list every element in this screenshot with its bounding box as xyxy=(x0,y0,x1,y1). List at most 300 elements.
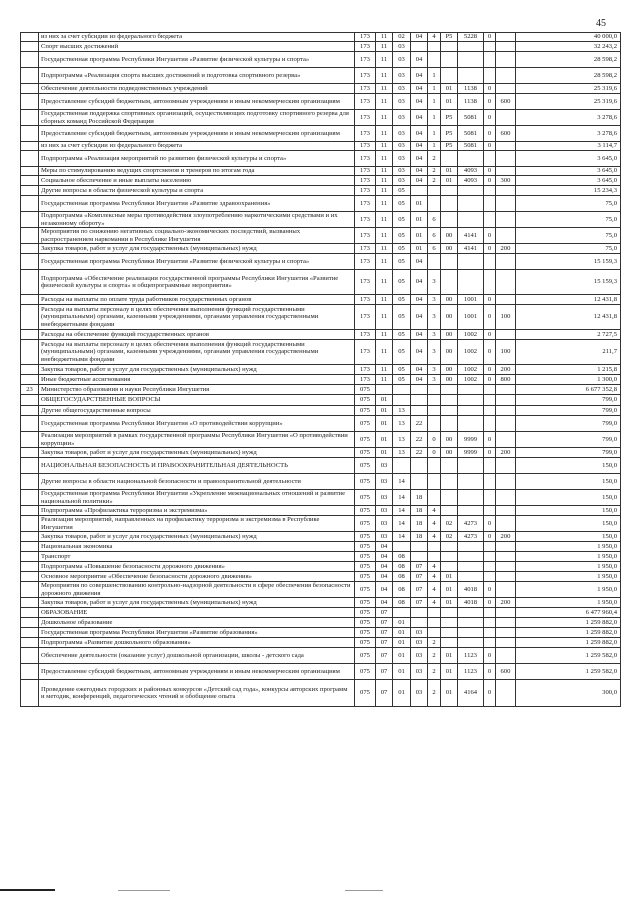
table-row xyxy=(21,448,621,458)
program-code: 04 xyxy=(411,330,428,340)
program-code xyxy=(411,42,428,52)
expense-type-code xyxy=(496,608,516,618)
table-row xyxy=(21,608,621,618)
table-row xyxy=(21,638,621,648)
expense-type-code xyxy=(496,385,516,395)
amount: 15 234,3 xyxy=(516,186,621,196)
expense-type-code xyxy=(496,490,516,506)
row-name: Обеспечение деятельности подведомственных учреждений xyxy=(39,84,355,94)
row-number xyxy=(21,212,39,228)
section-code xyxy=(376,385,393,395)
grbs-code: 173 xyxy=(355,244,376,254)
row-name: Подпрограмма «Обеспечение реализации государственной программы Республики Ингушетия «Развитие физической культуры и спорта» и общепрограммные мероприятия» xyxy=(39,270,355,295)
event-code xyxy=(441,552,458,562)
subprogram-code: 4 xyxy=(428,516,441,532)
event-code xyxy=(441,52,458,68)
program-code: 07 xyxy=(411,572,428,582)
subprogram-code: 3 xyxy=(428,270,441,295)
amount: 6 477 960,4 xyxy=(516,608,621,618)
direction-code xyxy=(458,618,484,628)
direction-code: 4018 xyxy=(458,582,484,598)
direction-code xyxy=(458,196,484,212)
expense-type-code xyxy=(496,406,516,416)
direction-code: 4273 xyxy=(458,532,484,542)
direction-code xyxy=(458,608,484,618)
subsection-code: 05 xyxy=(393,375,411,385)
expense-type-code xyxy=(496,295,516,305)
row-name: Закупка товаров, работ и услуг для государственных (муниципальных) нужд xyxy=(39,365,355,375)
direction-code xyxy=(458,572,484,582)
row-name: Государственная поддержка спортивных организаций, осуществляющих подготовку спортивного резерва для сборных команд Российской Федерации xyxy=(39,110,355,126)
event-code xyxy=(441,68,458,84)
direction-suffix: 0 xyxy=(484,340,496,365)
direction-code xyxy=(458,212,484,228)
section-code: 11 xyxy=(376,375,393,385)
subprogram-code xyxy=(428,618,441,628)
program-code: 04 xyxy=(411,375,428,385)
direction-code: 5081 xyxy=(458,142,484,151)
row-name: Закупка товаров, работ и услуг для государственных (муниципальных) нужд xyxy=(39,244,355,254)
table-row xyxy=(21,628,621,638)
section-code: 07 xyxy=(376,608,393,618)
direction-suffix: 0 xyxy=(484,228,496,244)
expense-type-code: 200 xyxy=(496,365,516,375)
section-code: 11 xyxy=(376,126,393,142)
subprogram-code: 1 xyxy=(428,68,441,84)
event-code xyxy=(441,562,458,572)
event-code xyxy=(441,395,458,406)
amount: 25 319,6 xyxy=(516,94,621,110)
expense-type-code xyxy=(496,33,516,42)
table-row xyxy=(21,196,621,212)
grbs-code: 075 xyxy=(355,608,376,618)
subsection-code: 03 xyxy=(393,151,411,167)
subsection-code: 14 xyxy=(393,516,411,532)
subprogram-code: 6 xyxy=(428,244,441,254)
amount: 300,0 xyxy=(516,680,621,707)
event-code xyxy=(441,186,458,196)
program-code: 22 xyxy=(411,432,428,448)
expense-type-code xyxy=(496,416,516,432)
amount: 32 243,2 xyxy=(516,42,621,52)
row-number xyxy=(21,94,39,110)
section-code: 11 xyxy=(376,84,393,94)
row-name: Расходы на выплаты персоналу в целях обеспечения выполнения функций государственными (муниципальными) органами, казенными учреждениями, органами управления государственными внебюджетными фондами xyxy=(39,305,355,330)
subsection-code xyxy=(393,542,411,552)
subsection-code: 03 xyxy=(393,42,411,52)
bottom-mark xyxy=(118,890,170,891)
program-code: 04 xyxy=(411,176,428,186)
event-code: 01 xyxy=(441,94,458,110)
subprogram-code: 3 xyxy=(428,295,441,305)
subprogram-code xyxy=(428,608,441,618)
event-code xyxy=(441,618,458,628)
row-name: Мероприятия по снижению негативных социально-экономических последствий, вызванных распространением наркомании в Республике Ингушетия xyxy=(39,228,355,244)
direction-code: 1138 xyxy=(458,84,484,94)
grbs-code: 075 xyxy=(355,680,376,707)
section-code: 11 xyxy=(376,244,393,254)
row-number xyxy=(21,295,39,305)
grbs-code: 173 xyxy=(355,330,376,340)
amount: 12 431,8 xyxy=(516,295,621,305)
table-row xyxy=(21,432,621,448)
table-row xyxy=(21,228,621,244)
grbs-code: 173 xyxy=(355,270,376,295)
subsection-code: 13 xyxy=(393,416,411,432)
event-code: 00 xyxy=(441,365,458,375)
subsection-code: 05 xyxy=(393,186,411,196)
table-row xyxy=(21,126,621,142)
table-row xyxy=(21,330,621,340)
expense-type-code xyxy=(496,330,516,340)
row-number xyxy=(21,680,39,707)
event-code: P5 xyxy=(441,110,458,126)
table-row xyxy=(21,562,621,572)
subprogram-code: 0 xyxy=(428,432,441,448)
subsection-code: 08 xyxy=(393,562,411,572)
section-code: 01 xyxy=(376,432,393,448)
expense-type-code xyxy=(496,648,516,664)
row-number xyxy=(21,375,39,385)
amount: 40 000,0 xyxy=(516,33,621,42)
expense-type-code: 600 xyxy=(496,664,516,680)
direction-suffix: 0 xyxy=(484,244,496,254)
program-code: 22 xyxy=(411,448,428,458)
grbs-code: 173 xyxy=(355,126,376,142)
program-code xyxy=(411,458,428,474)
amount: 1 259 882,0 xyxy=(516,638,621,648)
subsection-code: 05 xyxy=(393,254,411,270)
direction-code: 5081 xyxy=(458,110,484,126)
expense-type-code xyxy=(496,270,516,295)
table-row xyxy=(21,68,621,84)
section-code: 11 xyxy=(376,270,393,295)
row-number xyxy=(21,572,39,582)
expense-type-code: 200 xyxy=(496,448,516,458)
grbs-code: 075 xyxy=(355,542,376,552)
subprogram-code: 1 xyxy=(428,142,441,151)
table-row xyxy=(21,254,621,270)
grbs-code: 173 xyxy=(355,212,376,228)
direction-suffix xyxy=(484,474,496,490)
amount: 1 950,0 xyxy=(516,552,621,562)
amount: 3 645,0 xyxy=(516,167,621,176)
section-code: 07 xyxy=(376,628,393,638)
row-number xyxy=(21,395,39,406)
bottom-rule xyxy=(0,889,55,891)
program-code: 03 xyxy=(411,628,428,638)
direction-suffix xyxy=(484,42,496,52)
section-code: 01 xyxy=(376,448,393,458)
subsection-code: 08 xyxy=(393,572,411,582)
event-code: 01 xyxy=(441,664,458,680)
table-row xyxy=(21,572,621,582)
event-code xyxy=(441,458,458,474)
expense-type-code: 200 xyxy=(496,532,516,542)
program-code xyxy=(411,552,428,562)
event-code xyxy=(441,385,458,395)
section-code: 11 xyxy=(376,110,393,126)
direction-code: 1002 xyxy=(458,340,484,365)
section-code: 11 xyxy=(376,167,393,176)
section-code: 01 xyxy=(376,406,393,416)
row-name: Расходы на выплаты по оплате труда работников государственных органов xyxy=(39,295,355,305)
row-number xyxy=(21,474,39,490)
row-name: Расходы на обеспечение функций государственных органов xyxy=(39,330,355,340)
subprogram-code xyxy=(428,395,441,406)
table-row xyxy=(21,212,621,228)
subsection-code: 05 xyxy=(393,196,411,212)
program-code: 04 xyxy=(411,254,428,270)
program-code: 04 xyxy=(411,295,428,305)
grbs-code: 173 xyxy=(355,52,376,68)
grbs-code: 173 xyxy=(355,254,376,270)
subprogram-code xyxy=(428,406,441,416)
row-number xyxy=(21,458,39,474)
grbs-code: 173 xyxy=(355,33,376,42)
table-row xyxy=(21,598,621,608)
direction-suffix xyxy=(484,562,496,572)
row-name: Реализация мероприятий, направленных на профилактику терроризма и экстремизма в Республике Ингушетия xyxy=(39,516,355,532)
expense-type-code: 100 xyxy=(496,305,516,330)
program-code: 04 xyxy=(411,142,428,151)
grbs-code: 075 xyxy=(355,474,376,490)
subsection-code: 13 xyxy=(393,448,411,458)
section-code: 04 xyxy=(376,572,393,582)
row-name: Меры по стимулированию ведущих спортсменов и тренеров по итогам года xyxy=(39,167,355,176)
direction-suffix: 0 xyxy=(484,167,496,176)
section-code: 03 xyxy=(376,532,393,542)
direction-suffix xyxy=(484,618,496,628)
event-code: 00 xyxy=(441,228,458,244)
direction-suffix: 0 xyxy=(484,532,496,542)
grbs-code: 173 xyxy=(355,151,376,167)
row-number xyxy=(21,562,39,572)
expense-type-code xyxy=(496,542,516,552)
direction-code xyxy=(458,68,484,84)
event-code: 00 xyxy=(441,305,458,330)
row-number xyxy=(21,84,39,94)
subsection-code: 01 xyxy=(393,648,411,664)
subprogram-code: 4 xyxy=(428,572,441,582)
program-code: 04 xyxy=(411,84,428,94)
direction-code: 1123 xyxy=(458,664,484,680)
row-number xyxy=(21,598,39,608)
row-number xyxy=(21,176,39,186)
grbs-code: 173 xyxy=(355,186,376,196)
row-name: Другие общегосударственные вопросы xyxy=(39,406,355,416)
row-name: Обеспечение деятельности (оказание услуг) дошкольной организации, школы - детского сада xyxy=(39,648,355,664)
direction-code xyxy=(458,542,484,552)
grbs-code: 075 xyxy=(355,562,376,572)
event-code xyxy=(441,254,458,270)
subsection-code: 14 xyxy=(393,490,411,506)
row-number xyxy=(21,608,39,618)
amount: 150,0 xyxy=(516,490,621,506)
section-code: 01 xyxy=(376,395,393,406)
direction-code xyxy=(458,638,484,648)
subprogram-code: 3 xyxy=(428,330,441,340)
amount: 3 114,7 xyxy=(516,142,621,151)
row-number xyxy=(21,52,39,68)
amount: 1 950,0 xyxy=(516,542,621,552)
grbs-code: 075 xyxy=(355,532,376,542)
amount: 1 950,0 xyxy=(516,572,621,582)
row-name: Закупка товаров, работ и услуг для государственных (муниципальных) нужд xyxy=(39,598,355,608)
event-code xyxy=(441,506,458,516)
event-code xyxy=(441,474,458,490)
direction-suffix: 0 xyxy=(484,305,496,330)
section-code: 11 xyxy=(376,212,393,228)
direction-suffix xyxy=(484,490,496,506)
subprogram-code xyxy=(428,254,441,270)
program-code: 04 xyxy=(411,52,428,68)
row-name: Социальное обеспечение и иные выплаты населению xyxy=(39,176,355,186)
grbs-code: 173 xyxy=(355,94,376,110)
expense-type-code: 600 xyxy=(496,94,516,110)
direction-code xyxy=(458,552,484,562)
subsection-code: 08 xyxy=(393,598,411,608)
event-code: 00 xyxy=(441,295,458,305)
expense-type-code: 100 xyxy=(496,340,516,365)
amount: 1 215,8 xyxy=(516,365,621,375)
amount: 2 727,5 xyxy=(516,330,621,340)
expense-type-code xyxy=(496,167,516,176)
direction-suffix xyxy=(484,628,496,638)
section-code: 07 xyxy=(376,680,393,707)
subsection-code: 01 xyxy=(393,638,411,648)
row-name: Государственная программа Республики Ингушетия «Укрепление межнациональных отношений и развитие национальной политики» xyxy=(39,490,355,506)
subsection-code: 01 xyxy=(393,618,411,628)
amount: 799,0 xyxy=(516,432,621,448)
row-number xyxy=(21,582,39,598)
grbs-code: 075 xyxy=(355,385,376,395)
row-name: Подпрограмма «Развитие дошкольного образования» xyxy=(39,638,355,648)
grbs-code: 075 xyxy=(355,572,376,582)
direction-suffix: 0 xyxy=(484,648,496,664)
table-row xyxy=(21,680,621,707)
direction-code xyxy=(458,186,484,196)
direction-suffix: 0 xyxy=(484,680,496,707)
amount: 150,0 xyxy=(516,506,621,516)
expense-type-code xyxy=(496,186,516,196)
direction-code xyxy=(458,52,484,68)
direction-code xyxy=(458,474,484,490)
subsection-code: 02 xyxy=(393,33,411,42)
grbs-code: 075 xyxy=(355,490,376,506)
section-code: 11 xyxy=(376,52,393,68)
section-code: 04 xyxy=(376,562,393,572)
program-code: 04 xyxy=(411,340,428,365)
table-row xyxy=(21,506,621,516)
grbs-code: 075 xyxy=(355,416,376,432)
expense-type-code xyxy=(496,680,516,707)
table-row xyxy=(21,416,621,432)
subsection-code: 01 xyxy=(393,680,411,707)
expense-type-code xyxy=(496,618,516,628)
section-code: 01 xyxy=(376,416,393,432)
table-row xyxy=(21,365,621,375)
direction-suffix xyxy=(484,416,496,432)
row-number xyxy=(21,618,39,628)
program-code: 07 xyxy=(411,598,428,608)
row-name: Транспорт xyxy=(39,552,355,562)
direction-suffix: 0 xyxy=(484,448,496,458)
subsection-code: 14 xyxy=(393,532,411,542)
direction-code xyxy=(458,416,484,432)
table-row xyxy=(21,42,621,52)
amount: 150,0 xyxy=(516,474,621,490)
amount: 28 598,2 xyxy=(516,68,621,84)
amount: 1 950,0 xyxy=(516,562,621,572)
subsection-code xyxy=(393,385,411,395)
program-code: 04 xyxy=(411,126,428,142)
row-name: из них за счет субсидии из федерального бюджета xyxy=(39,33,355,42)
direction-code: 1002 xyxy=(458,330,484,340)
event-code xyxy=(441,416,458,432)
subprogram-code: 2 xyxy=(428,176,441,186)
row-number xyxy=(21,167,39,176)
direction-suffix xyxy=(484,385,496,395)
program-code: 03 xyxy=(411,638,428,648)
expense-type-code: 300 xyxy=(496,176,516,186)
amount: 15 159,3 xyxy=(516,254,621,270)
subprogram-code xyxy=(428,490,441,506)
expense-type-code xyxy=(496,562,516,572)
subprogram-code: 4 xyxy=(428,598,441,608)
direction-code xyxy=(458,42,484,52)
row-name: Основное мероприятие «Обеспечение безопасности дорожного движения» xyxy=(39,572,355,582)
program-code: 04 xyxy=(411,151,428,167)
row-name: Министерство образования и науки Республики Ингушетия xyxy=(39,385,355,395)
subprogram-code: 1 xyxy=(428,84,441,94)
row-name: Подпрограмма «Реализация спорта высших достижений и подготовка спортивного резерва» xyxy=(39,68,355,84)
expense-type-code xyxy=(496,552,516,562)
expense-type-code xyxy=(496,196,516,212)
grbs-code: 173 xyxy=(355,365,376,375)
event-code: P5 xyxy=(441,126,458,142)
direction-code: 4018 xyxy=(458,598,484,608)
event-code: 01 xyxy=(441,648,458,664)
program-code xyxy=(411,406,428,416)
amount: 799,0 xyxy=(516,448,621,458)
expense-type-code xyxy=(496,432,516,448)
table-row xyxy=(21,532,621,542)
direction-suffix: 0 xyxy=(484,110,496,126)
amount: 799,0 xyxy=(516,416,621,432)
subsection-code: 03 xyxy=(393,142,411,151)
program-code: 03 xyxy=(411,680,428,707)
section-code: 11 xyxy=(376,68,393,84)
expense-type-code xyxy=(496,84,516,94)
grbs-code: 173 xyxy=(355,196,376,212)
event-code: P5 xyxy=(441,142,458,151)
subprogram-code xyxy=(428,542,441,552)
grbs-code: 075 xyxy=(355,618,376,628)
subprogram-code xyxy=(428,474,441,490)
program-code: 04 xyxy=(411,167,428,176)
program-code: 01 xyxy=(411,244,428,254)
amount: 1 259 882,0 xyxy=(516,628,621,638)
table-row xyxy=(21,582,621,598)
grbs-code: 075 xyxy=(355,516,376,532)
program-code xyxy=(411,395,428,406)
program-code xyxy=(411,474,428,490)
grbs-code: 075 xyxy=(355,406,376,416)
event-code: 00 xyxy=(441,244,458,254)
table-row xyxy=(21,395,621,406)
subsection-code: 03 xyxy=(393,126,411,142)
